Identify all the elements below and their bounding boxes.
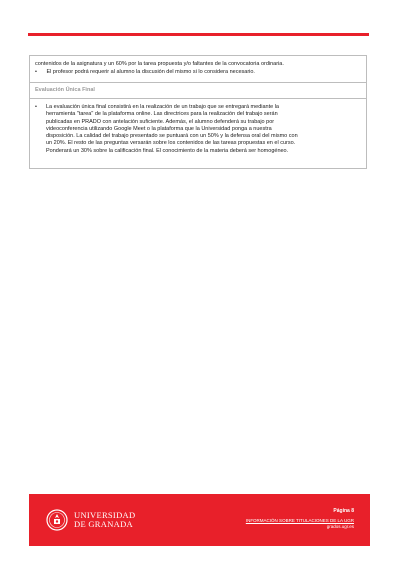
page-number: Página 8 [333, 508, 354, 514]
page-footer [29, 494, 370, 546]
university-seal-icon [46, 509, 68, 531]
paragraph-line: La evaluación única final consistirá en la realización de un trabajo que se entregará mediante la [46, 104, 279, 110]
university-name-line2: DE GRANADA [74, 519, 133, 529]
section-header [30, 83, 366, 99]
paragraph-line: videoconferencia utilizando Google Meet o la plataforma que la Universidad ponga a nuestra [46, 125, 272, 132]
section-title: Evaluación Única Final [35, 87, 95, 93]
paragraph-line: Ponderará un 30% sobre la calificación final. El conocimiento de la materia deberá ser homogéneo. [46, 147, 289, 154]
paragraph-line: disposición. La calidad del trabajo presentado se puntuará con un 50% y la defensa oral del mismo con [46, 133, 298, 140]
paragraph-line: un 20%. El resto de las preguntas versarán sobre los contenidos de las tareas propuestas en el curso. [46, 140, 296, 147]
bullet-icon: • [35, 104, 37, 110]
paragraph-line: publicadas en PRADO con antelación suficiente. Además, el alumno defenderá su trabajo por [46, 118, 275, 125]
section-paragraph [46, 104, 358, 155]
university-name [74, 511, 135, 529]
evaluation-table [29, 55, 367, 169]
verification-url[interactable]: grados.ugr.es [326, 524, 354, 529]
verification-link[interactable]: INFORMACIÓN SOBRE TITULACIONES DE LA UGR [245, 518, 354, 523]
header-rule [28, 33, 369, 36]
university-name-line1: UNIVERSIDAD [74, 510, 136, 520]
continuation-cell [30, 56, 366, 83]
bullet-text: El profesor podrá requerir al alumno la discusión del mismo si lo considera necesario. [46, 69, 255, 75]
verification-info [246, 518, 354, 530]
continuation-text: contenidos de la asignatura y un 60% por la tarea propuesta y/o faltantes de la convocatoria ordinaria. [35, 61, 284, 67]
bullet-icon: • [35, 69, 37, 75]
paragraph-line: herramienta "tarea" de la plataforma online. Las directrices para la realización del trabajo serán [46, 111, 278, 118]
continuation-bullet-item [35, 69, 362, 76]
